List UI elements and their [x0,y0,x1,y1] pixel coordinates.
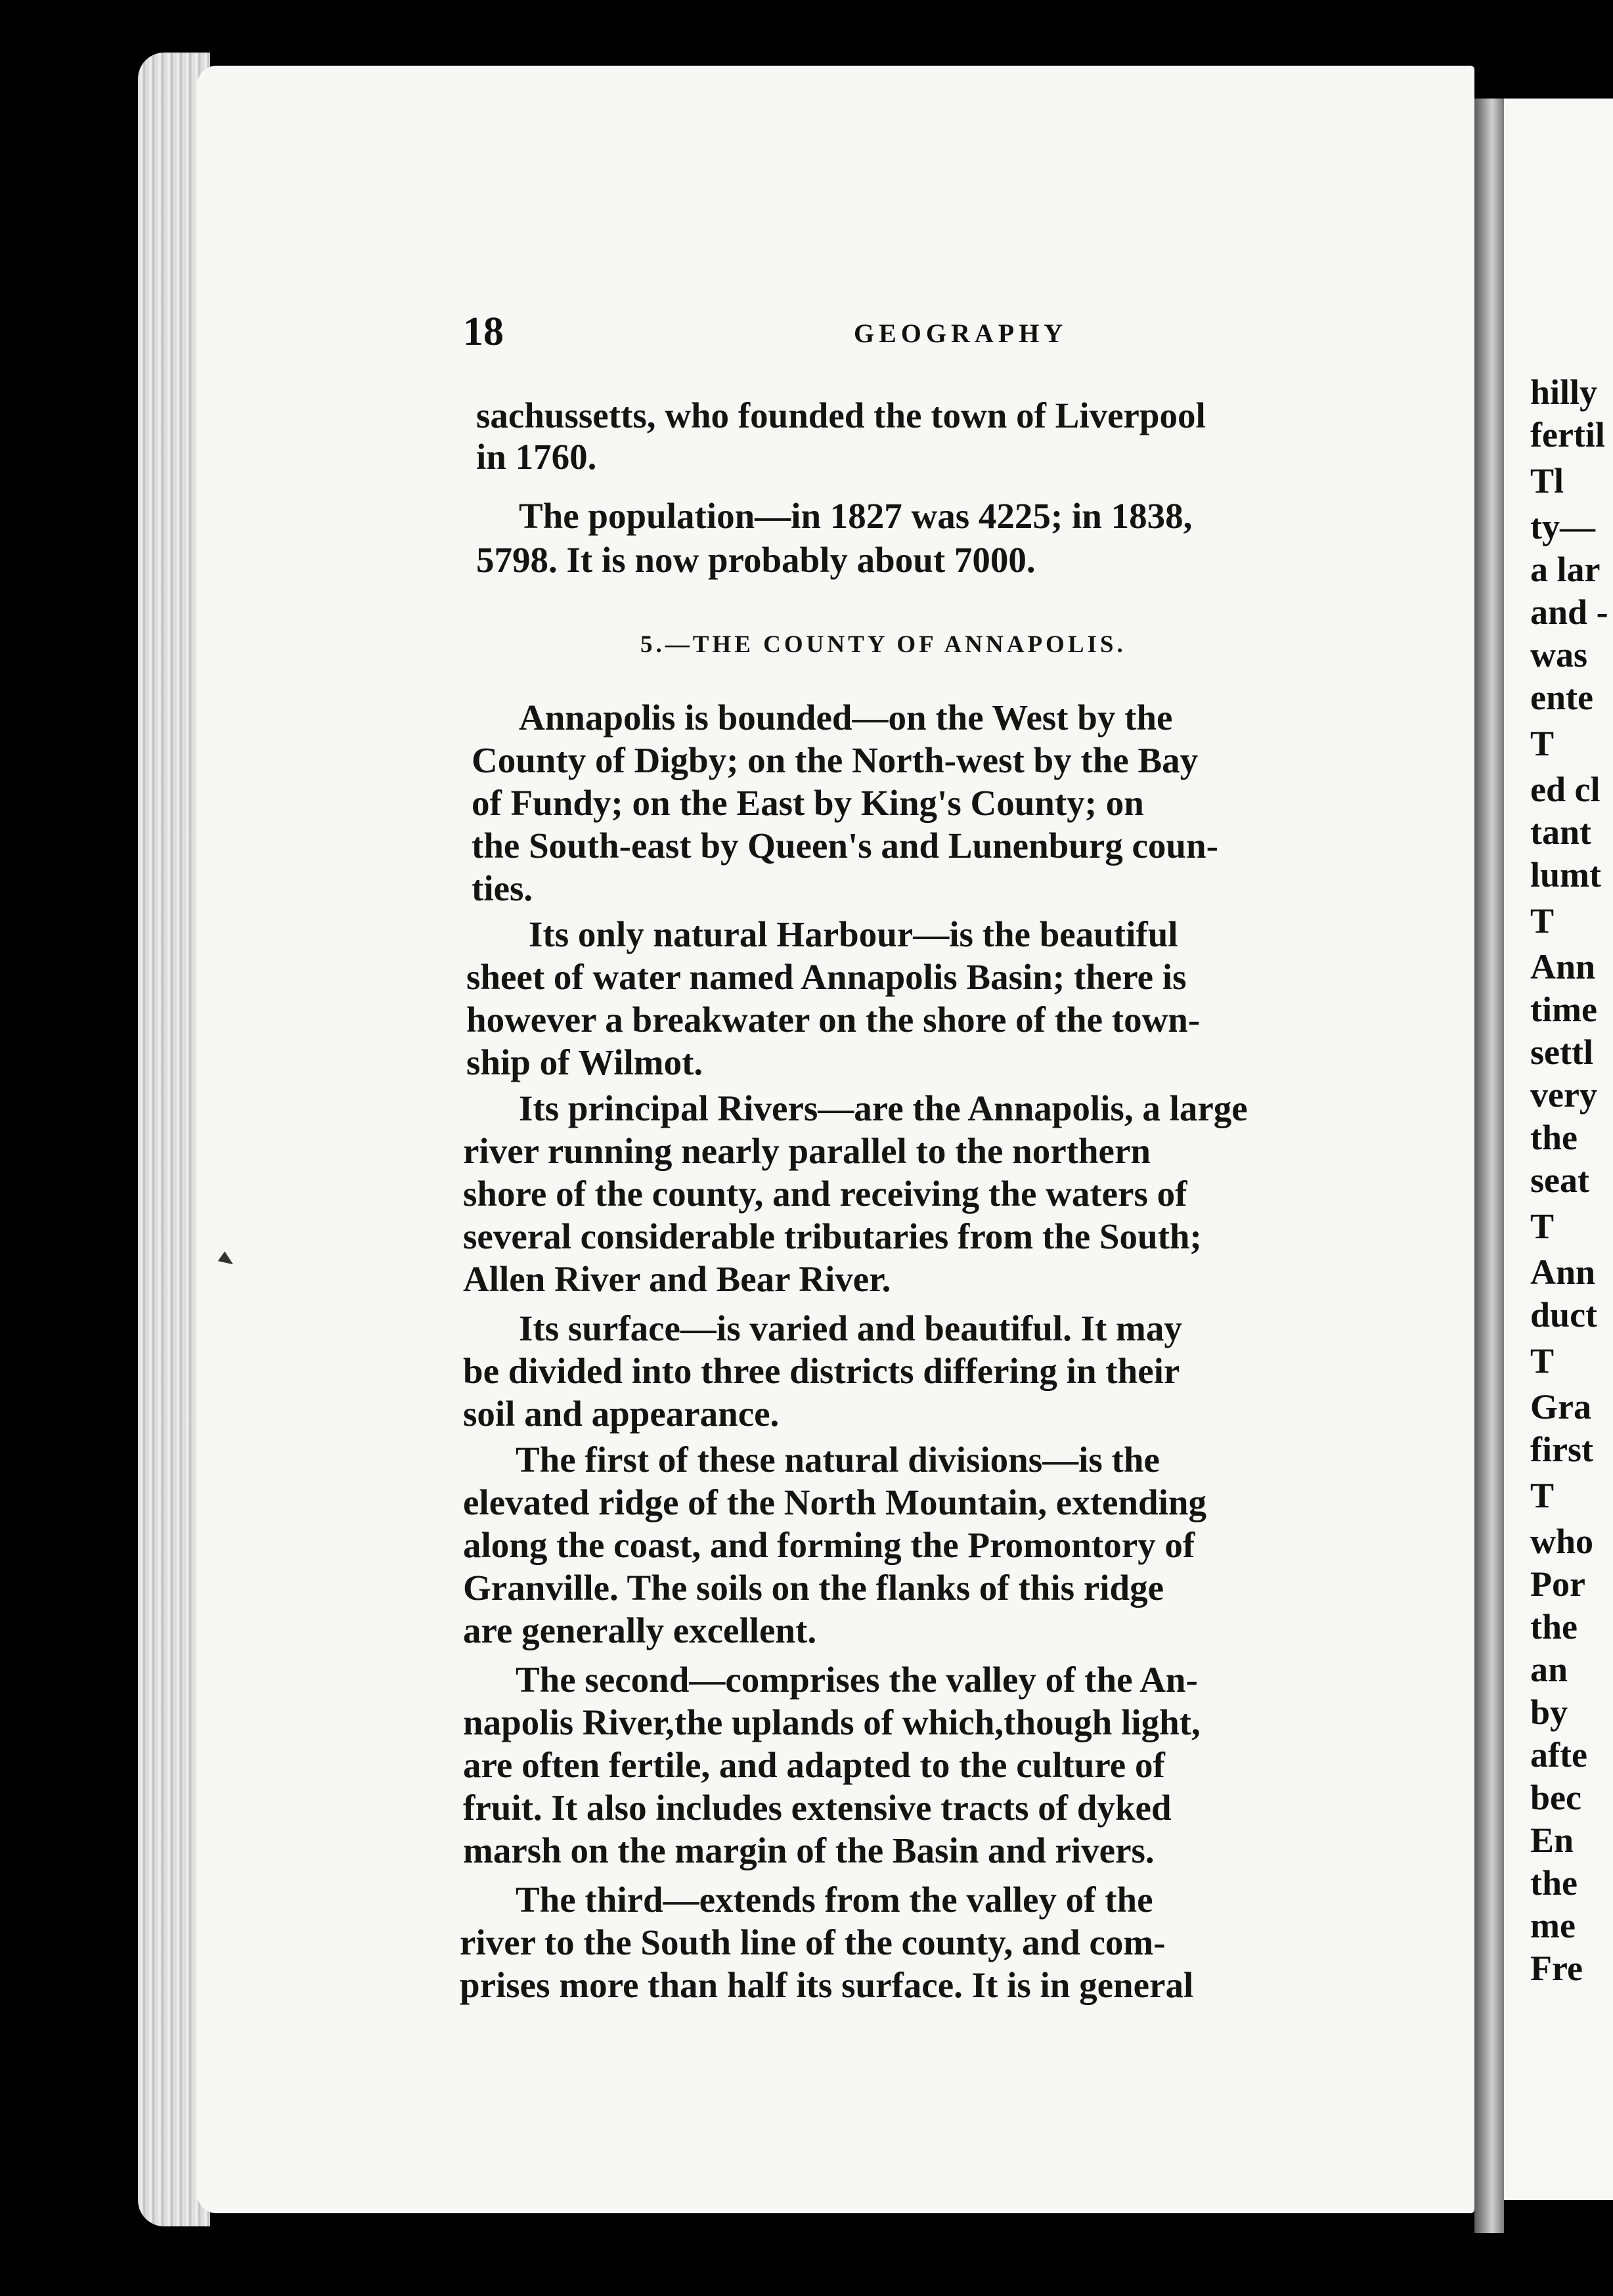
page-number: 18 [463,309,504,354]
text-line: The second—comprises the valley of the An- [516,1660,1198,1700]
next-page-line: T [1530,1206,1555,1246]
text-line: Its principal Rivers—are the Annapolis, a large [519,1088,1248,1128]
text-line: The third—extends from the valley of the [516,1880,1153,1920]
next-page-line: T [1530,1341,1555,1380]
text-line: Its only natural Harbour—is the beautiful [529,914,1178,954]
text-line: ship of Wilmot. [466,1042,703,1082]
page-header [0,309,1613,355]
next-page-line: fertil [1530,415,1605,454]
text-line: Annapolis is bounded—on the West by the [519,697,1173,738]
text-line: Allen River and Bear River. [463,1259,891,1299]
text-line: The population—in 1827 was 4225; in 1838, [519,496,1193,536]
next-page-line: Ann [1530,947,1596,986]
next-page-line: first [1530,1430,1593,1469]
text-line: the South-east by Queen's and Lunenburg coun- [472,826,1218,866]
next-page-line: the [1530,1607,1578,1646]
text-line: of Fundy; on the East by King's County; on [472,783,1144,823]
text-line: are generally excellent. [463,1610,817,1650]
next-page-line: settl [1530,1032,1593,1072]
text-line: be divided into three districts differing in their [463,1351,1180,1391]
text-line: ties. [472,868,533,908]
next-page-line: afte [1530,1735,1587,1775]
section-heading: 5.—THE COUNTY OF ANNAPOLIS. [640,631,1126,658]
text-line: river running nearly parallel to the northern [463,1131,1151,1171]
next-page-line: Tl [1530,461,1564,500]
next-page-line: hilly [1530,372,1598,412]
next-page-line: very [1530,1075,1597,1115]
text-line: napolis River,the uplands of which,though light, [463,1702,1201,1742]
next-page-line: tant [1530,812,1591,852]
text-line: river to the South line of the county, and com- [460,1922,1166,1962]
next-page-line: ty— [1530,507,1595,546]
next-page-line: ed cl [1530,770,1601,809]
running-head: GEOGRAPHY [854,319,1068,348]
next-page-line: the [1530,1863,1578,1903]
next-page-line: lumt [1530,855,1601,894]
next-page-line: who [1530,1522,1594,1561]
next-page-line: T [1530,901,1555,940]
next-page-line: the [1530,1118,1578,1157]
next-page-line: and - [1530,592,1608,632]
next-page-line: En [1530,1821,1574,1860]
text-line: prises more than half its surface. It is in general [460,1965,1194,2005]
text-line: elevated ridge of the North Mountain, extending [463,1482,1206,1522]
next-page-line: duct [1530,1295,1598,1335]
next-page-line: Gra [1530,1387,1591,1426]
next-page-line: T [1530,1476,1555,1515]
text-line: sheet of water named Annapolis Basin; there is [466,957,1187,997]
text-line: Granville. The soils on the flanks of this ridge [463,1568,1164,1608]
text-line: several considerable tributaries from the South; [463,1216,1202,1256]
next-page-line: T [1530,724,1555,763]
next-page-line: bec [1530,1778,1581,1817]
text-line: marsh on the margin of the Basin and rivers. [463,1830,1155,1870]
next-page-line: time [1530,990,1597,1029]
next-page-line: a lar [1530,550,1601,589]
text-line: fruit. It also includes extensive tracts of dyked [463,1788,1172,1828]
text-line: Its surface—is varied and beautiful. It may [519,1308,1182,1348]
next-page-line: was [1530,635,1588,674]
text-line: The first of these natural divisions—is the [516,1440,1160,1480]
text-line: County of Digby; on the North-west by the Bay [472,740,1199,780]
next-page-line: Por [1530,1564,1585,1604]
next-page-line: Fre [1530,1949,1583,1988]
next-page-line: ente [1530,678,1593,717]
next-page-line: by [1530,1692,1568,1732]
text-line: along the coast, and forming the Promontory of [463,1525,1195,1565]
next-page-line: me [1530,1906,1576,1945]
text-line: 5798. It is now probably about 7000. [476,540,1036,580]
next-page-line: Ann [1530,1252,1596,1292]
book-gutter [1474,99,1504,2233]
next-page-line: an [1530,1650,1568,1689]
text-line: sachussetts, who founded the town of Liverpool [476,395,1206,435]
text-line: in 1760. [476,437,597,477]
text-line: however a breakwater on the shore of the town- [466,1000,1201,1040]
right-page-fragment [1504,99,1613,2200]
next-page-line: seat [1530,1160,1589,1200]
text-line: shore of the county, and receiving the waters of [463,1174,1187,1214]
text-line: are often fertile, and adapted to the culture of [463,1745,1165,1785]
text-line: soil and appearance. [463,1394,780,1434]
